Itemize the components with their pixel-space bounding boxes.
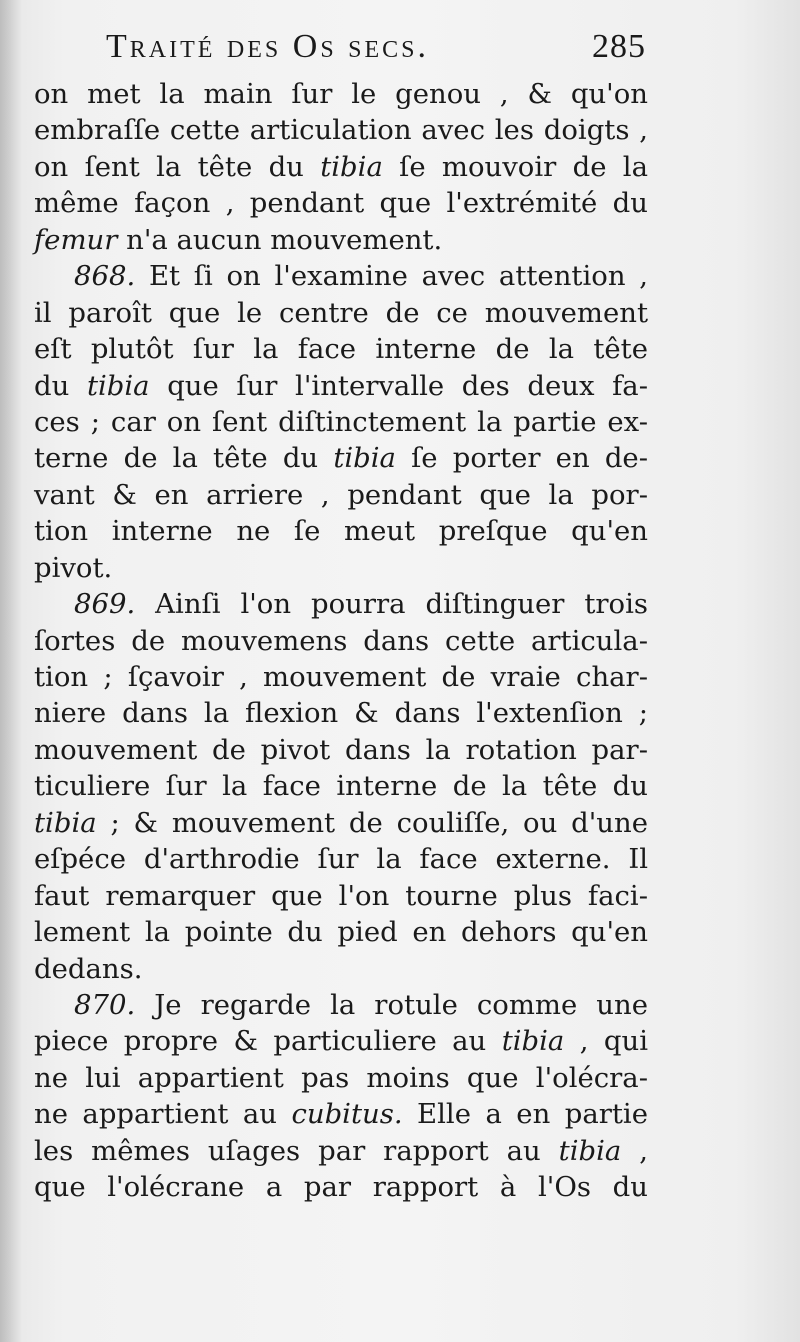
text-segment: eſt plutôt ſur la face interne de la tête <box>34 333 648 366</box>
text-segment: pivot. <box>34 551 113 584</box>
text-line <box>34 732 648 768</box>
text-line <box>34 404 648 440</box>
text-line <box>34 841 648 877</box>
paragraph-number: 870. <box>74 988 136 1021</box>
text-segment: Ainſi l'on pourra diſtinguer trois <box>135 588 648 621</box>
text-line <box>34 477 648 513</box>
text-segment: ; & mouvement de couliſſe, ou d'une <box>96 806 648 839</box>
text-segment: niere dans la flexion & dans l'extenſion ; <box>34 697 648 730</box>
text-line <box>34 513 648 549</box>
italic-term: tibia <box>501 1025 565 1058</box>
text-segment: n'a aucun mouvement. <box>117 223 443 256</box>
text-segment: que l'olécrane a par rapport à l'Os du <box>34 1171 648 1204</box>
text-segment: ces ; car on ſent diſtinctement la partie ex- <box>34 405 648 438</box>
text-segment: eſpéce d'arthrodie ſur la face externe. Il <box>34 843 648 876</box>
text-line <box>34 550 648 586</box>
text-segment: , <box>621 1134 648 1167</box>
text-line <box>34 368 648 404</box>
text-segment: que ſur l'intervalle des deux fa- <box>149 369 648 402</box>
text-segment: embraſſe cette articulation avec les doigts , <box>34 114 648 147</box>
text-segment: Elle a en partie <box>402 1098 648 1131</box>
text-segment: faut remarquer que l'on tourne plus faci- <box>34 879 648 912</box>
text-line <box>34 878 648 914</box>
text-segment: tion ; ſçavoir , mouvement de vraie char- <box>34 661 648 693</box>
text-segment: on met la main ſur le genou , & qu'on <box>34 78 648 110</box>
text-segment: mouvement de pivot dans la rotation par- <box>34 733 648 766</box>
text-segment: ne appartient au <box>34 1098 292 1131</box>
running-header <box>34 26 648 76</box>
text-line <box>34 1133 648 1169</box>
text-segment: Et ſi on l'examine avec attention , <box>135 260 648 293</box>
text-line <box>34 914 648 950</box>
text-segment: terne de la tête du <box>34 442 334 475</box>
text-line <box>34 695 648 731</box>
running-title: Traité des Os secs. <box>106 28 430 65</box>
italic-term: femur <box>34 223 118 256</box>
text-line <box>34 623 648 659</box>
text-segment: , qui <box>564 1025 648 1058</box>
text-segment: ſortes de mouvemens dans cette articula- <box>34 624 648 657</box>
text-line <box>34 951 648 987</box>
italic-term: tibia <box>86 369 150 402</box>
text-line <box>34 1060 648 1096</box>
text-segment: ſe porter en de- <box>395 442 648 475</box>
text-line <box>34 185 648 221</box>
text-segment: ne lui appartient pas moins que l'olécra- <box>34 1061 648 1094</box>
text-line <box>34 768 648 804</box>
italic-term: tibia <box>34 806 97 839</box>
text-line <box>34 1023 648 1059</box>
text-line <box>34 987 648 1023</box>
text-segment: du <box>34 369 87 402</box>
italic-term: tibia <box>320 150 383 183</box>
text-line <box>34 149 648 185</box>
text-segment: même façon , pendant que l'extrémité du <box>34 187 648 220</box>
text-line <box>34 1096 648 1132</box>
text-segment: les mêmes uſages par rapport au <box>34 1134 559 1167</box>
text-line <box>34 295 648 331</box>
text-line <box>34 76 648 112</box>
text-segment: tion interne ne ſe meut preſque qu'en <box>34 515 648 548</box>
text-block <box>34 26 648 1206</box>
text-segment: lement la pointe du pied en dehors qu'en <box>34 916 648 949</box>
text-segment: piece propre & particuliere au <box>34 1025 502 1058</box>
text-segment: vant & en arriere , pendant que la por- <box>34 478 648 511</box>
italic-term: tibia <box>333 442 396 475</box>
text-segment: on ſent la tête du <box>34 150 321 183</box>
text-line <box>34 440 648 476</box>
text-line <box>34 659 648 695</box>
text-line <box>34 222 648 258</box>
italic-term: tibia <box>558 1134 622 1167</box>
body-text <box>34 76 648 1206</box>
paragraph-number: 869. <box>74 588 136 621</box>
text-segment: Je regarde la rotule comme une <box>135 988 648 1021</box>
text-line <box>34 1169 648 1205</box>
text-segment: il paroît que le centre de ce mouvement <box>34 296 648 329</box>
text-line <box>34 805 648 841</box>
text-segment: ticuliere ſur la face interne de la tête du <box>34 770 648 803</box>
paragraph-number: 868. <box>74 260 136 293</box>
text-segment: ſe mouvoir de la <box>382 150 648 183</box>
text-line <box>34 258 648 294</box>
page-number: 285 <box>592 28 646 65</box>
text-line <box>34 586 648 622</box>
text-line <box>34 331 648 367</box>
italic-term: cubitus. <box>291 1098 403 1131</box>
text-line <box>34 112 648 148</box>
text-segment: dedans. <box>34 952 143 985</box>
